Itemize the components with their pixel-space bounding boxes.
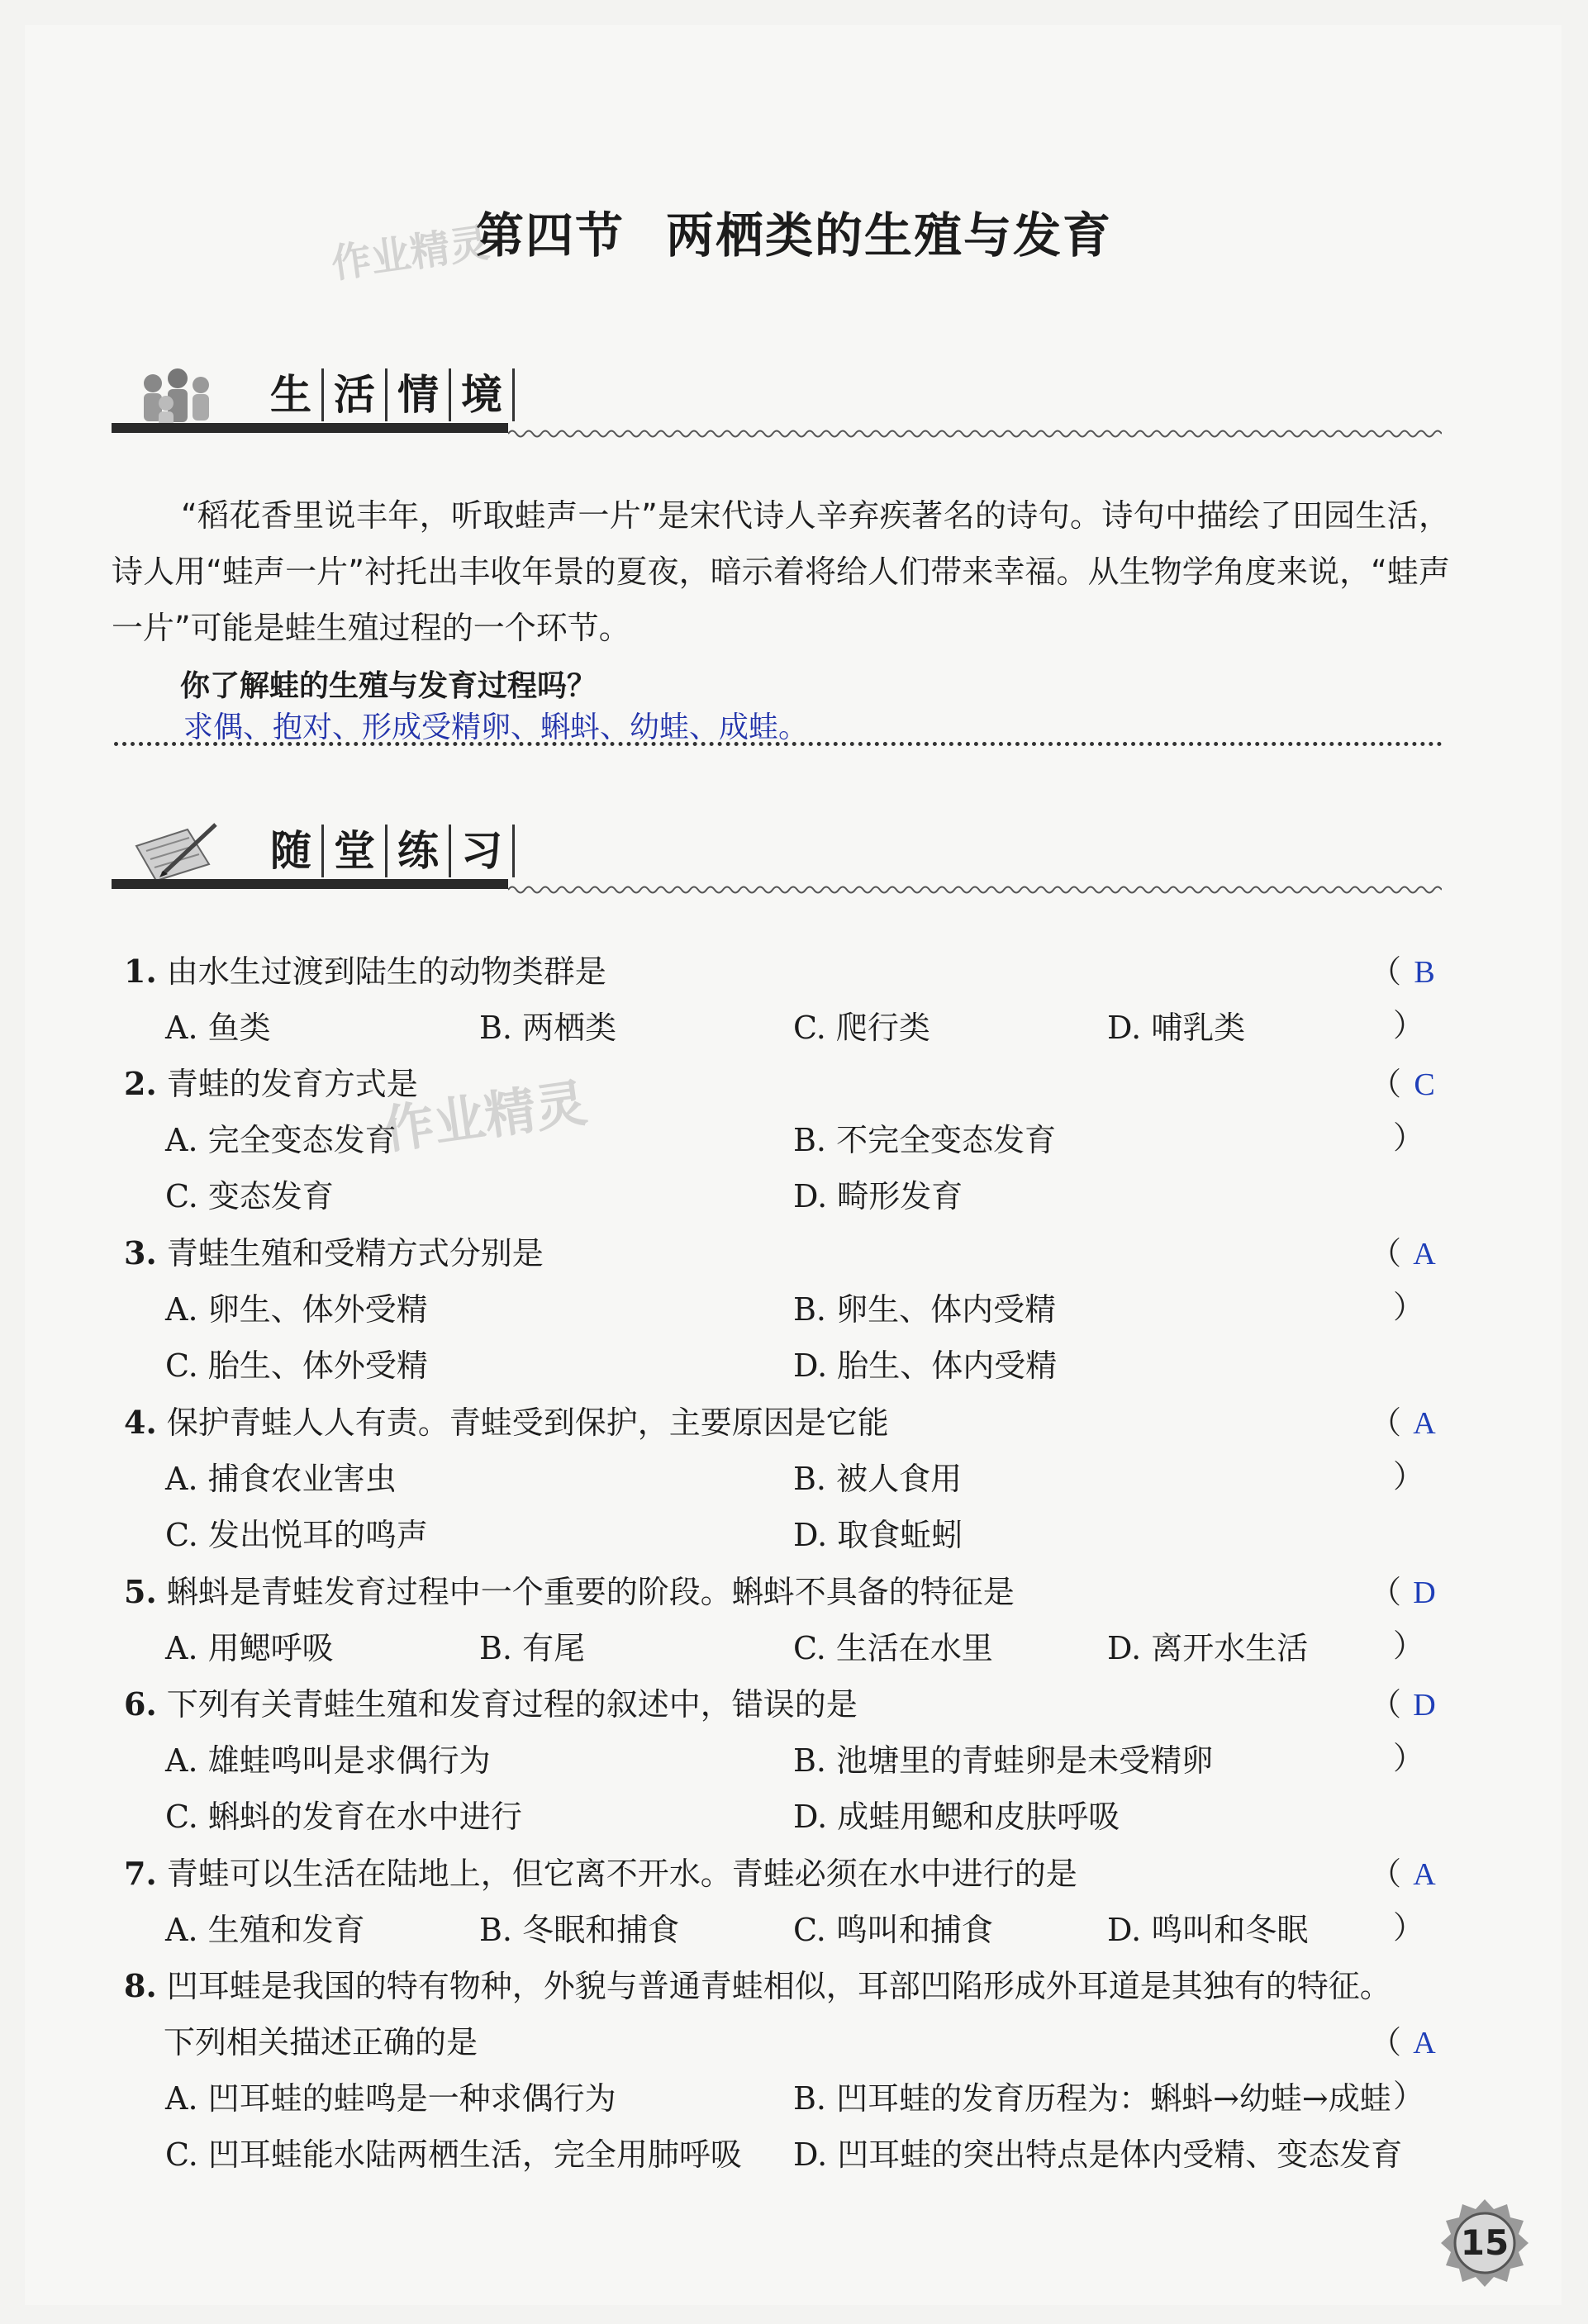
answer-slot: （ A） [1363, 1227, 1454, 1333]
section-label-char: 活 [324, 368, 387, 421]
section-label [260, 368, 515, 426]
option: D. 凹耳蛙的突出特点是体内受精、变态发育 [793, 2136, 1403, 2173]
section-label-char: 情 [387, 368, 451, 421]
section-label-char: 习 [451, 825, 515, 877]
question-text: 凹耳蛙是我国的特有物种，外貌与普通青蛙相似，耳部凹陷形成外耳道是其独有的特征。 [166, 1968, 1391, 2004]
question-number: 8. [124, 1967, 157, 2004]
people-icon [130, 365, 221, 430]
answer-slot: （ A） [1363, 1847, 1454, 1954]
section-badge-bar [112, 423, 508, 433]
question-number: 3. [124, 1234, 157, 1271]
wavy-divider [508, 428, 1442, 440]
question-number: 5. [124, 1573, 157, 1610]
question-number: 4. [124, 1404, 157, 1441]
option: C. 变态发育 [165, 1178, 334, 1214]
section-label-char: 堂 [324, 825, 387, 877]
option: D. 鸣叫和冬眠 [1107, 1912, 1309, 1948]
question-text: 青蛙生殖和受精方式分别是 [166, 1235, 544, 1271]
option: A. 卵生、体外受精 [165, 1291, 428, 1328]
option: A. 鱼类 [165, 1010, 271, 1046]
option: B. 冬眠和捕食 [479, 1912, 680, 1948]
option: C. 生活在水里 [793, 1630, 993, 1666]
section-label-char: 生 [260, 368, 324, 421]
answer-letter: A [1413, 2026, 1436, 2060]
answer-slot: （ B） [1363, 945, 1454, 1052]
option: C. 凹耳蛙能水陆两栖生活，完全用肺呼吸 [165, 2136, 742, 2173]
notebook-pen-icon [130, 821, 221, 886]
context-paragraph: “稻花香里说丰年，听取蛙声一片”是宋代诗人辛弃疾著名的诗句。诗句中描绘了田园生活，诗人用“蛙声一片”衬托出丰收年景的夏夜，暗示着将给人们带来幸福。从生物学角度来说，“蛙声一片”可能是蛙生殖过程的一个环节。 [112, 497, 1450, 646]
section-label-char: 境 [451, 368, 515, 421]
option: B. 池塘里的青蛙卵是未受精卵 [793, 1742, 1214, 1779]
watermark: 作业精灵 [328, 219, 492, 288]
option: C. 胎生、体外受精 [165, 1347, 428, 1384]
section-badge [112, 818, 508, 889]
option: B. 两栖类 [479, 1010, 617, 1046]
answer-letter: A [1413, 1857, 1436, 1892]
dotted-divider [114, 742, 1443, 746]
option: D. 取食蚯蚓 [793, 1517, 963, 1553]
answer-letter: A [1413, 1406, 1436, 1441]
title-section-number: 第四节 [475, 207, 625, 264]
option: A. 用鳃呼吸 [165, 1630, 334, 1666]
wavy-divider [508, 884, 1442, 896]
option: C. 爬行类 [793, 1010, 930, 1046]
page-title [0, 197, 1588, 266]
option: B. 凹耳蛙的发育历程为：蝌蚪→幼蛙→成蛙 [793, 2080, 1391, 2117]
answer-letter: D [1413, 1688, 1436, 1723]
option: C. 发出悦耳的鸣声 [165, 1517, 428, 1553]
page-number: 15 [1460, 2222, 1510, 2263]
section-label-char: 练 [387, 825, 451, 877]
section-header-life-context [112, 362, 1442, 444]
option: B. 不完全变态发育 [793, 1122, 1057, 1158]
answer-slot: （ C） [1363, 1057, 1454, 1164]
question-number: 7. [124, 1855, 157, 1892]
section-badge-bar [112, 879, 508, 889]
handwritten-answer: 求偶、抱对、形成受精卵、蝌蚪、幼蛙、成蛙。 [183, 711, 809, 744]
option: A. 生殖和发育 [165, 1912, 365, 1948]
question-stem [124, 1960, 1454, 2013]
option: A. 捕食农业害虫 [165, 1461, 397, 1497]
question-text: 青蛙的发育方式是 [166, 1066, 418, 1102]
option: C. 蝌蚪的发育在水中进行 [165, 1799, 522, 1835]
question-text: 下列相关描述正确的是 [164, 2024, 478, 2060]
question-text: 蝌蚪是青蛙发育过程中一个重要的阶段。蝌蚪不具备的特征是 [166, 1574, 1015, 1610]
answer-letter: D [1413, 1575, 1436, 1610]
question-number: 2. [124, 1065, 157, 1102]
section-label-char: 随 [260, 825, 324, 877]
section-badge [112, 362, 508, 433]
question-text: 保护青蛙人人有责。青蛙受到保护，主要原因是它能 [166, 1404, 889, 1441]
option: A. 雄蛙鸣叫是求偶行为 [165, 1742, 491, 1779]
answer-letter: C [1414, 1067, 1435, 1102]
page-number-badge [1439, 2198, 1530, 2288]
option: B. 有尾 [479, 1630, 586, 1666]
option: C. 鸣叫和捕食 [793, 1912, 993, 1948]
answer-slot: （ D） [1363, 1566, 1454, 1672]
question-text: 由水生过渡到陆生的动物类群是 [166, 953, 606, 990]
question-number: 1. [124, 953, 157, 990]
option: D. 哺乳类 [1107, 1010, 1246, 1046]
answer-slot: （ A） [1363, 2016, 1454, 2122]
section-header-practice [112, 818, 1442, 901]
title-topic: 两栖类的生殖与发育 [666, 207, 1113, 264]
answer-letter: A [1413, 1237, 1436, 1271]
context-question: 你了解蛙的生殖与发育过程吗？ [180, 669, 597, 703]
watermark: 作业精灵 [378, 1072, 591, 1161]
section-label [260, 825, 515, 882]
option: B. 卵生、体内受精 [793, 1291, 1057, 1328]
option: A. 凹耳蛙的蛙鸣是一种求偶行为 [165, 2080, 616, 2117]
question-text: 下列有关青蛙生殖和发育过程的叙述中，错误的是 [166, 1686, 858, 1723]
question-number: 6. [124, 1685, 157, 1723]
option: D. 离开水生活 [1107, 1630, 1309, 1666]
answer-letter: B [1414, 955, 1435, 990]
option: D. 胎生、体内受精 [793, 1347, 1058, 1384]
answer-slot: （ A） [1363, 1396, 1454, 1503]
option: D. 成蛙用鳃和皮肤呼吸 [793, 1799, 1120, 1835]
option: A. 完全变态发育 [165, 1122, 397, 1158]
answer-slot: （ D） [1363, 1678, 1454, 1785]
question-text: 青蛙可以生活在陆地上，但它离不开水。青蛙必须在水中进行的是 [166, 1856, 1077, 1892]
option: B. 被人食用 [793, 1461, 963, 1497]
option: D. 畸形发育 [793, 1178, 963, 1214]
